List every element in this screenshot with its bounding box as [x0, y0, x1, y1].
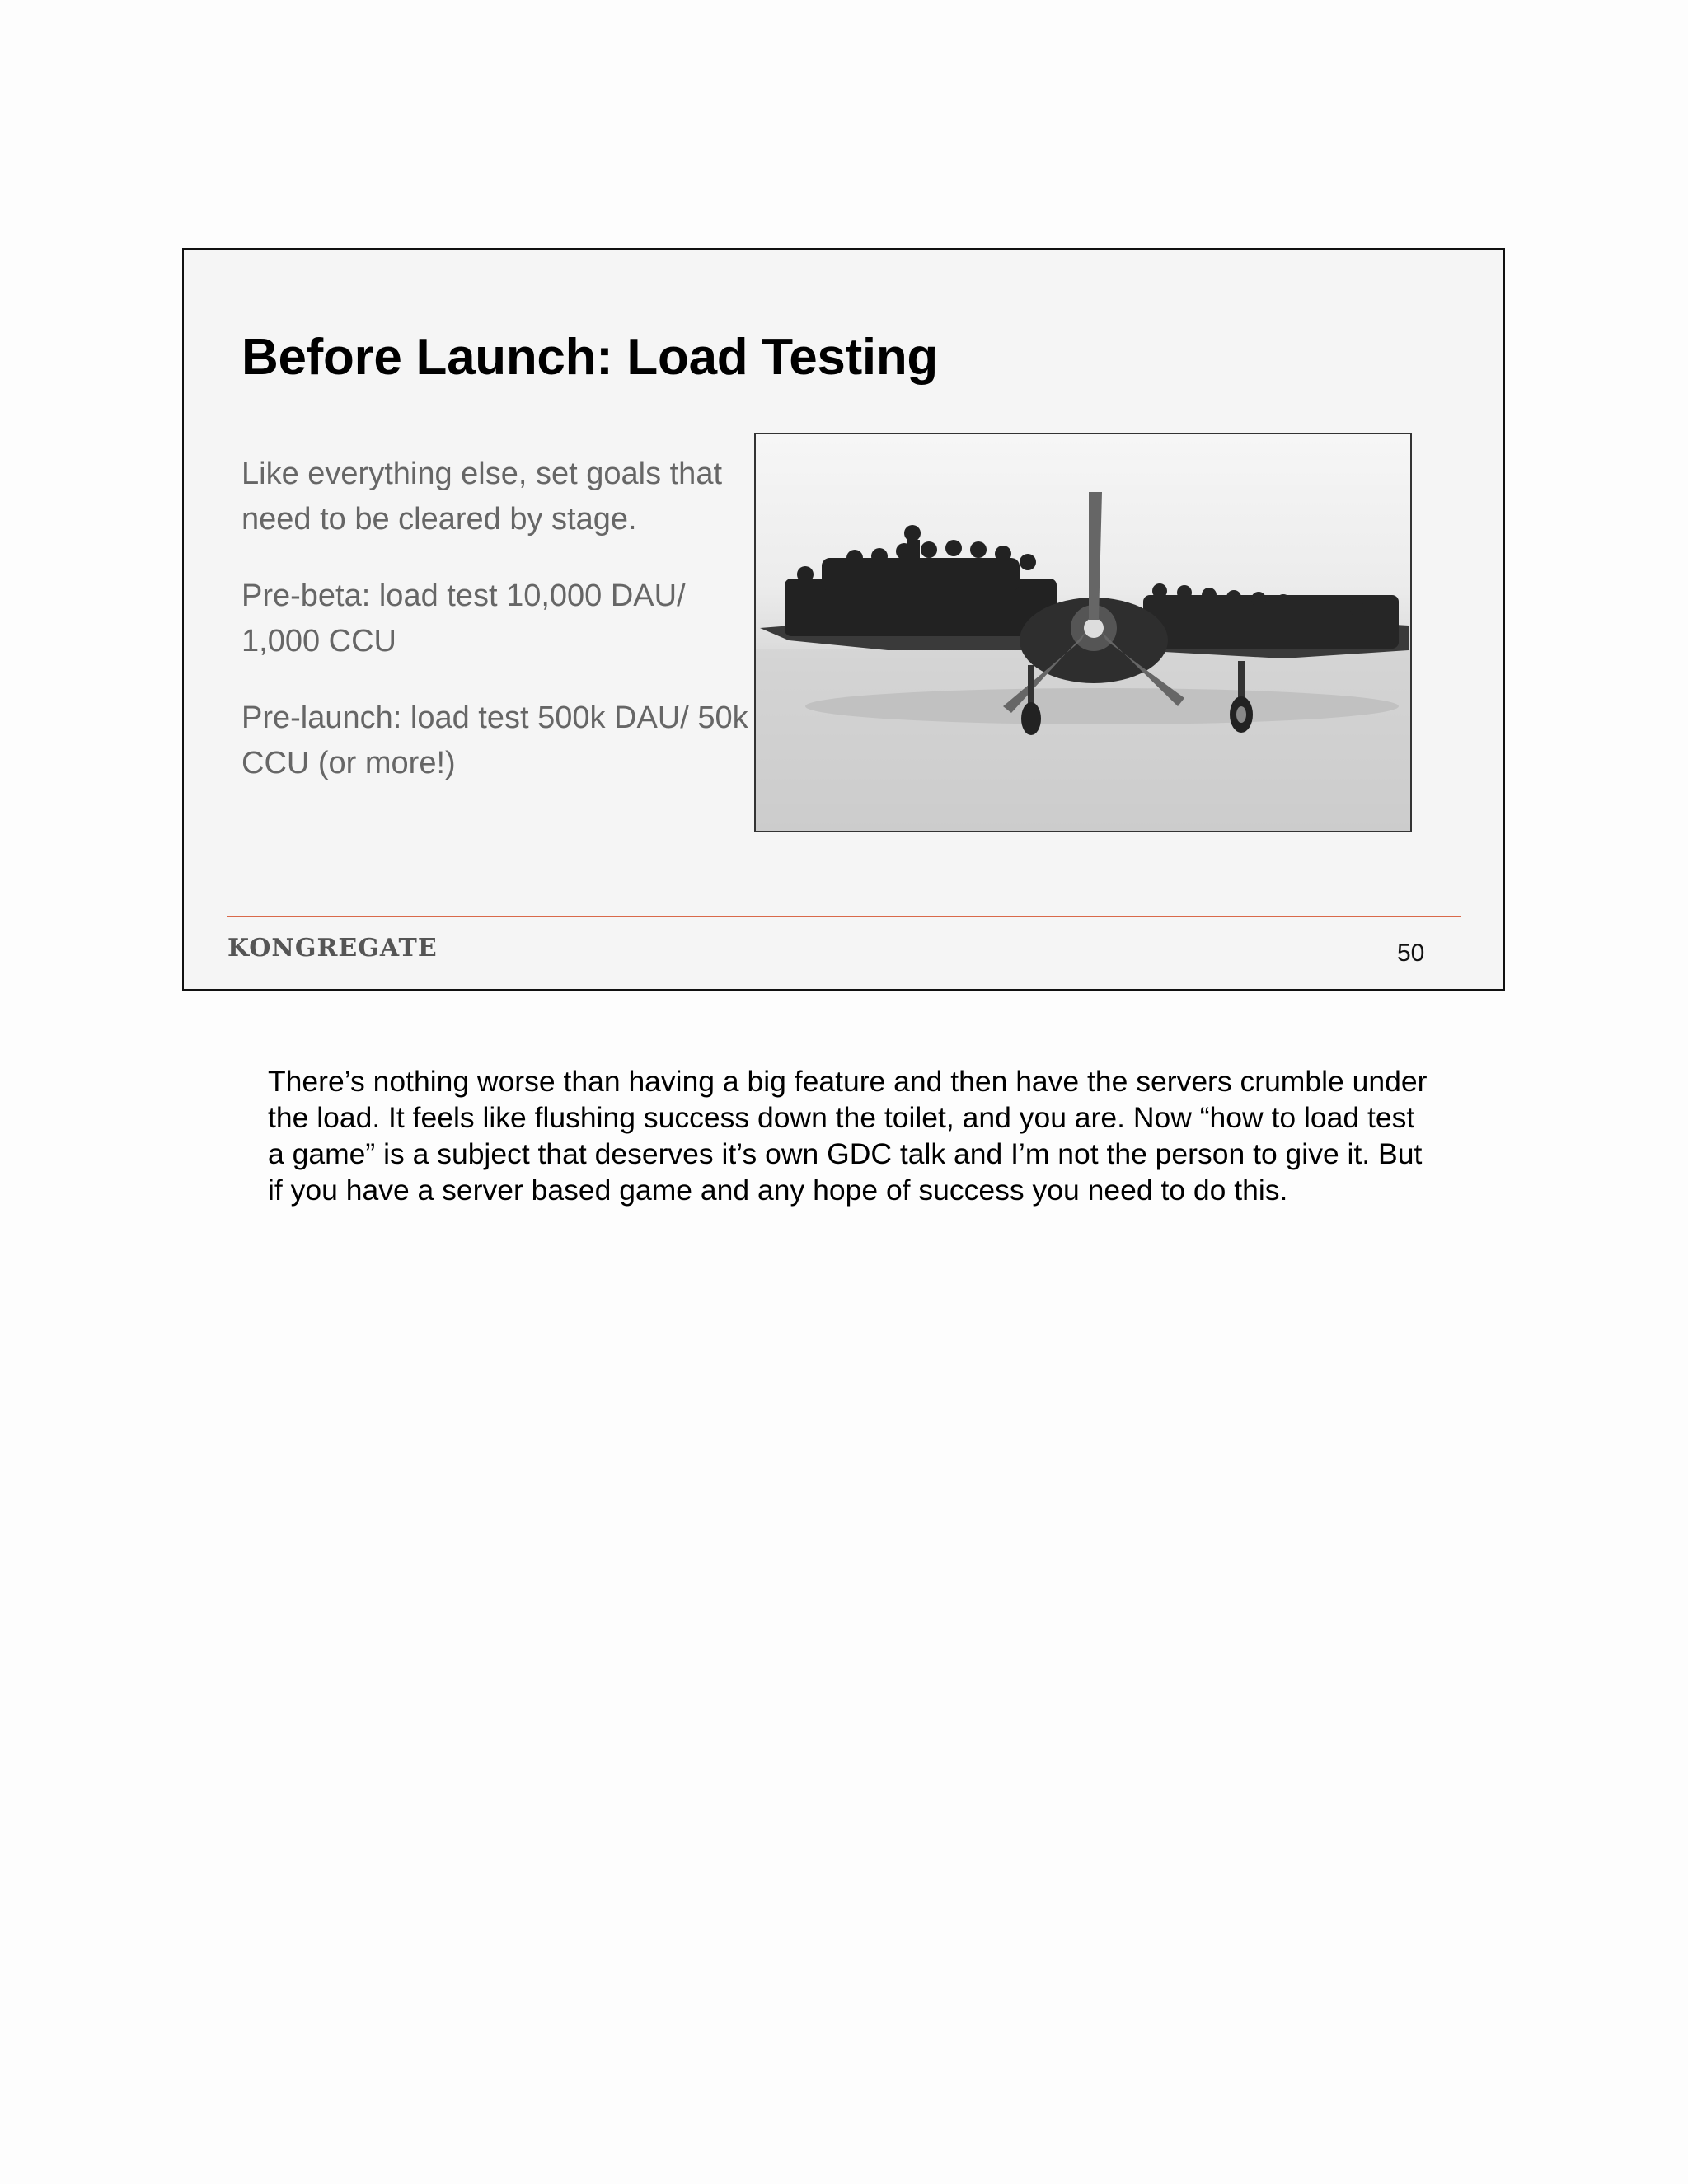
page-number: 50 — [1397, 940, 1425, 967]
airplane-with-crowd-icon — [756, 434, 1410, 831]
slide — [182, 248, 1505, 991]
bullet-goals: Like everything else, set goals that need to be cleared by stage. — [241, 457, 723, 537]
slide-title: Before Launch: Load Testing — [241, 329, 939, 386]
bullet-pre-beta: Pre-beta: load test 10,000 DAU/ 1,000 CCU — [241, 579, 686, 658]
bullet-list — [241, 452, 753, 818]
footer-divider — [227, 916, 1461, 917]
bullet-pre-launch: Pre-launch: load test 500k DAU/ 50k CCU (or more!) — [241, 701, 748, 780]
brand-logo: KONGREGATE — [227, 934, 438, 963]
speaker-notes: There’s nothing worse than having a big feature and then have the servers crumble under the load. It feels like flushing success down the toilet, and you are. Now “how to load test a game” is a subject that deserves it’s own GDC talk and I’m not the person to give it. But if you have a server based game and any hope of success you need to do this. — [268, 1065, 1428, 1207]
airplane-photo — [754, 433, 1412, 832]
